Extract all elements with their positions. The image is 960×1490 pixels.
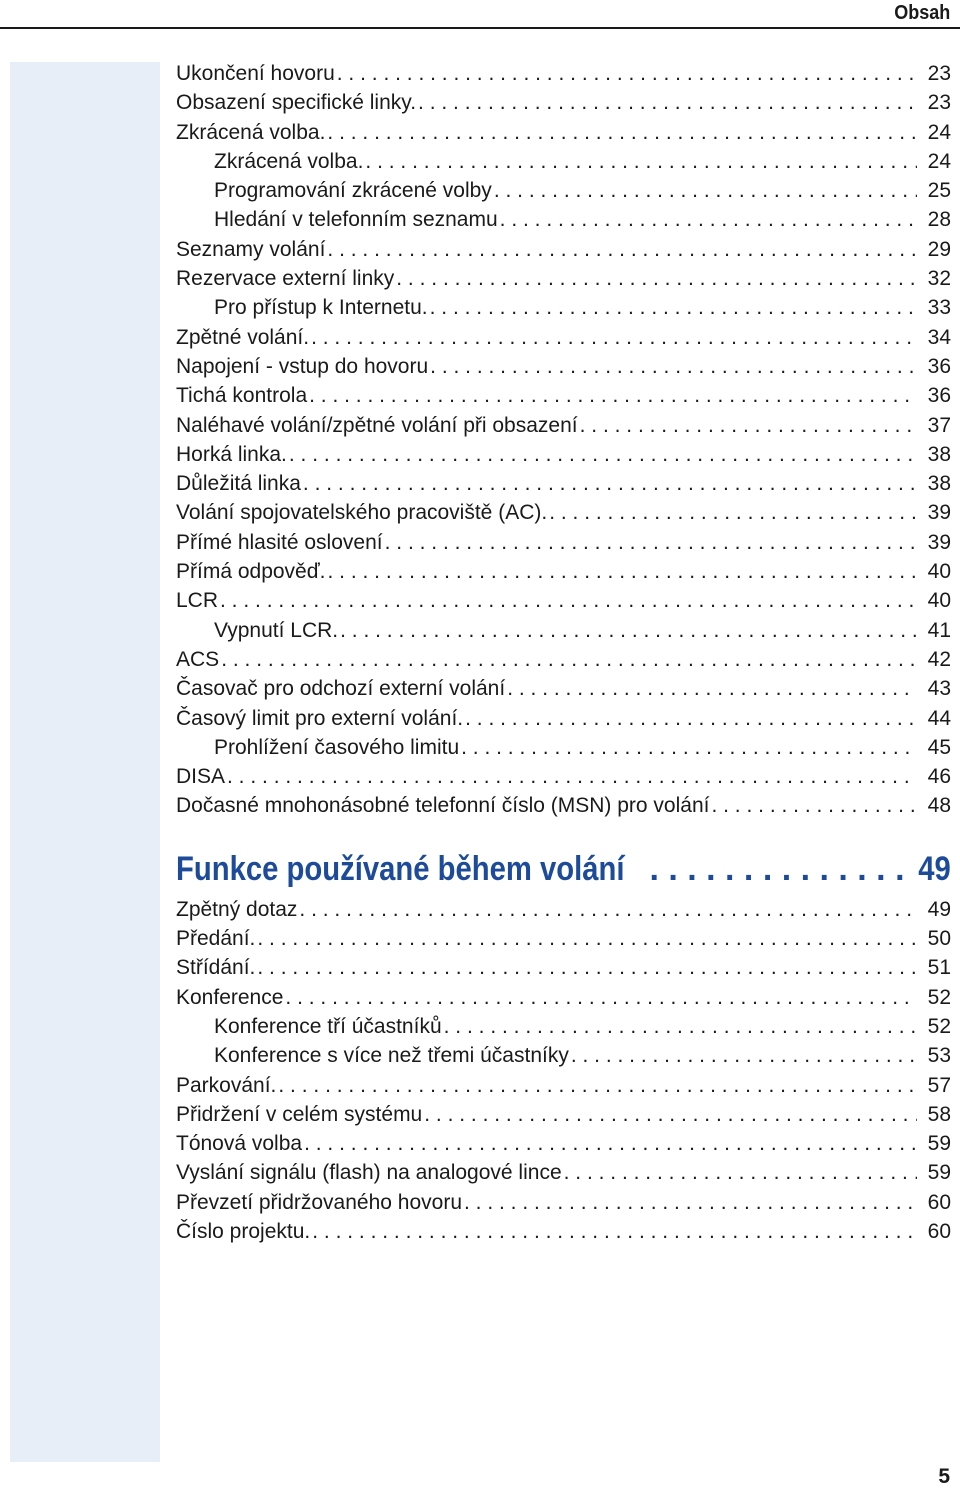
toc-entry-label: Prohlížení časového limitu [214,735,460,759]
toc-entry-label: Vypnutí LCR. [214,618,339,642]
toc-entry-page: 52 [927,985,951,1009]
toc-entry[interactable] [176,924,951,953]
dot-leader [312,1217,917,1246]
dot-leader [494,176,917,205]
toc-entry-page: 38 [927,472,951,496]
toc-entry-page: 23 [927,91,951,115]
toc-entry-label: Ukončení hovoru [176,62,335,85]
dot-leader [340,616,917,645]
dot-leader [257,953,917,982]
page-number: 5 [938,1465,950,1488]
dot-leader [327,118,917,147]
toc-entry[interactable] [176,411,951,440]
toc-entry[interactable] [176,733,951,762]
toc-entry-page: 60 [927,1219,951,1243]
toc-entry-label: DISA [176,765,226,789]
toc-entry[interactable] [176,528,951,557]
toc-entry[interactable] [176,1217,951,1246]
toc-entry-page: 46 [927,765,951,789]
toc-entry-label: Vyslání signálu (flash) na analogové lince [176,1161,562,1185]
toc-entry[interactable] [176,791,951,820]
toc-entry-page: 40 [927,589,951,613]
toc-entry-page: 36 [927,384,951,408]
toc-entry-page: 39 [927,501,951,525]
dot-leader [257,924,917,953]
toc-entry-page: 36 [927,354,951,378]
toc-entry-label: Konference tří účastníků [214,1014,442,1038]
toc-entry-label: Parkování. [176,1073,277,1097]
dot-leader [649,843,909,895]
toc-entry[interactable] [176,264,951,293]
toc-entry-label: Volání spojovatelského pracoviště (AC). [176,501,548,525]
section-heading-label: Funkce používané během volání [176,849,625,888]
toc-entry-label: Přímá odpověď. [176,560,326,584]
toc-entry-label: Konference [176,985,284,1009]
toc-entry-label: Horká linka. [176,442,287,466]
toc-entry-page: 37 [927,413,951,437]
toc-entry-page: 23 [927,62,951,85]
dot-leader [311,323,917,352]
toc-entry[interactable] [176,147,951,176]
toc-entry-page: 34 [927,325,951,349]
toc-entry[interactable] [176,704,951,733]
toc-entry-label: Časovač pro odchozí externí volání [176,677,506,701]
toc-entry-label: Střídání. [176,956,256,980]
dot-leader [430,293,917,322]
toc-entry[interactable] [176,1041,951,1070]
dot-leader [430,352,917,381]
dot-leader [711,791,917,820]
toc-entry-label: Číslo projektu. [176,1219,311,1243]
dot-leader [580,411,917,440]
toc-entry-page: 48 [927,794,951,818]
toc-entry-label: Převzetí přidržovaného hovoru [176,1190,462,1214]
dot-leader [365,147,917,176]
toc-entry[interactable] [176,352,951,381]
dot-leader [500,205,917,234]
toc-entry[interactable] [176,953,951,982]
toc-entry-label: Předání. [176,927,256,951]
toc-entry-page: 59 [927,1161,951,1185]
toc-entry-page: 25 [927,179,951,203]
dot-leader [396,264,917,293]
toc-entry-page: 24 [927,120,951,144]
dot-leader [461,733,917,762]
toc-entry-page: 42 [927,647,951,671]
toc-list-part1 [176,59,951,821]
toc-entry-page: 41 [927,618,951,642]
toc-entry[interactable] [176,616,951,645]
toc-entry-label: Přímé hlasité oslovení [176,530,383,554]
toc-entry-label: Rezervace externí linky [176,267,395,291]
dot-leader [327,557,917,586]
toc-entry-page: 38 [927,442,951,466]
toc-entry-label: Tónová volba [176,1132,303,1156]
toc-entry-page: 53 [927,1044,951,1068]
toc-entry-page: 49 [927,897,951,921]
toc-list-part2 [176,895,951,1247]
toc-entry-page: 58 [927,1102,951,1126]
toc-entry-label: Hledání v telefonním seznamu [214,208,498,232]
dot-leader [337,59,917,88]
toc-entry-label: Přidržení v celém systému [176,1102,423,1126]
toc-entry[interactable] [176,440,951,469]
toc-entry-label: Napojení - vstup do hovoru [176,354,429,378]
toc-entry-label: Zpětný dotaz [176,897,298,921]
toc-entry[interactable] [176,586,951,615]
toc-entry-label: LCR [176,589,219,613]
side-band [10,62,160,1462]
dot-leader [285,983,917,1012]
toc-entry[interactable] [176,674,951,703]
dot-leader [278,1071,917,1100]
dot-leader [549,498,917,527]
toc-entry[interactable] [176,118,951,147]
toc-entry-label: ACS [176,647,220,671]
toc-entry-page: 50 [927,927,951,951]
toc-entry[interactable] [176,235,951,264]
toc-entry[interactable] [176,983,951,1012]
toc-entry-label: Naléhavé volání/zpětné volání při obsazení [176,413,578,437]
toc-entry[interactable] [176,381,951,410]
dot-leader [507,674,917,703]
toc-entry-page: 59 [927,1132,951,1156]
toc-entry-label: Časový limit pro externí volání. [176,706,464,730]
table-of-contents [176,59,951,1246]
dot-leader [418,88,917,117]
toc-entry-page: 33 [927,296,951,320]
dot-leader [464,1188,917,1217]
toc-entry-page: 45 [927,735,951,759]
toc-entry-label: Tichá kontrola [176,384,308,408]
toc-entry[interactable] [176,59,951,88]
toc-entry[interactable] [176,1188,951,1217]
toc-entry[interactable] [176,1129,951,1158]
dot-leader [220,586,917,615]
dot-leader [564,1158,917,1187]
toc-entry-page: 51 [927,956,951,980]
toc-entry[interactable] [176,1100,951,1129]
toc-entry[interactable] [176,498,951,527]
toc-entry[interactable] [176,1158,951,1187]
toc-entry-page: 32 [927,267,951,291]
dot-leader [303,469,917,498]
toc-entry-label: Seznamy volání [176,237,326,261]
toc-entry-page: 57 [927,1073,951,1097]
dot-leader [424,1100,917,1129]
dot-leader [465,704,917,733]
toc-entry[interactable] [176,1071,951,1100]
dot-leader [227,762,917,791]
toc-entry-page: 39 [927,530,951,554]
toc-entry[interactable] [176,895,951,924]
toc-entry[interactable] [176,469,951,498]
toc-entry-label: Zpětné volání. [176,325,310,349]
toc-entry[interactable] [176,293,951,322]
toc-entry-label: Zkrácená volba. [176,120,326,144]
toc-entry[interactable] [176,645,951,674]
dot-leader [327,235,917,264]
toc-entry[interactable] [176,762,951,791]
toc-entry-page: 40 [927,560,951,584]
toc-entry-label: Konference s více než třemi účastníky [214,1044,569,1068]
dot-leader [289,440,917,469]
toc-entry-label: Důležitá linka [176,472,301,496]
dot-leader [385,528,917,557]
page-header-title: Obsah [893,2,950,24]
toc-entry-label: Pro přístup k Internetu. [214,296,428,320]
toc-entry[interactable] [176,176,951,205]
dot-leader [221,645,917,674]
dot-leader [304,1129,917,1158]
toc-entry-label: Obsazení specifické linky. [176,91,417,115]
dot-leader [444,1012,917,1041]
toc-entry-page: 44 [927,706,951,730]
toc-entry[interactable] [176,557,951,586]
toc-entry-label: Dočasné mnohonásobné telefonní číslo (MSN) pro volání [176,794,710,818]
dot-leader [309,381,917,410]
section-heading-page: 49 [918,849,951,888]
section-heading[interactable] [176,843,951,895]
dot-leader [299,895,917,924]
toc-entry-page: 43 [927,677,951,701]
toc-entry-page: 28 [927,208,951,232]
toc-entry[interactable] [176,1012,951,1041]
toc-entry-label: Zkrácená volba. [214,149,364,173]
dot-leader [571,1041,917,1070]
toc-entry[interactable] [176,88,951,117]
header-rule [0,27,960,29]
toc-entry[interactable] [176,323,951,352]
toc-entry[interactable] [176,205,951,234]
toc-entry-page: 24 [927,149,951,173]
toc-entry-page: 52 [927,1014,951,1038]
toc-entry-label: Programování zkrácené volby [214,179,492,203]
toc-entry-page: 29 [927,237,951,261]
toc-entry-page: 60 [927,1190,951,1214]
